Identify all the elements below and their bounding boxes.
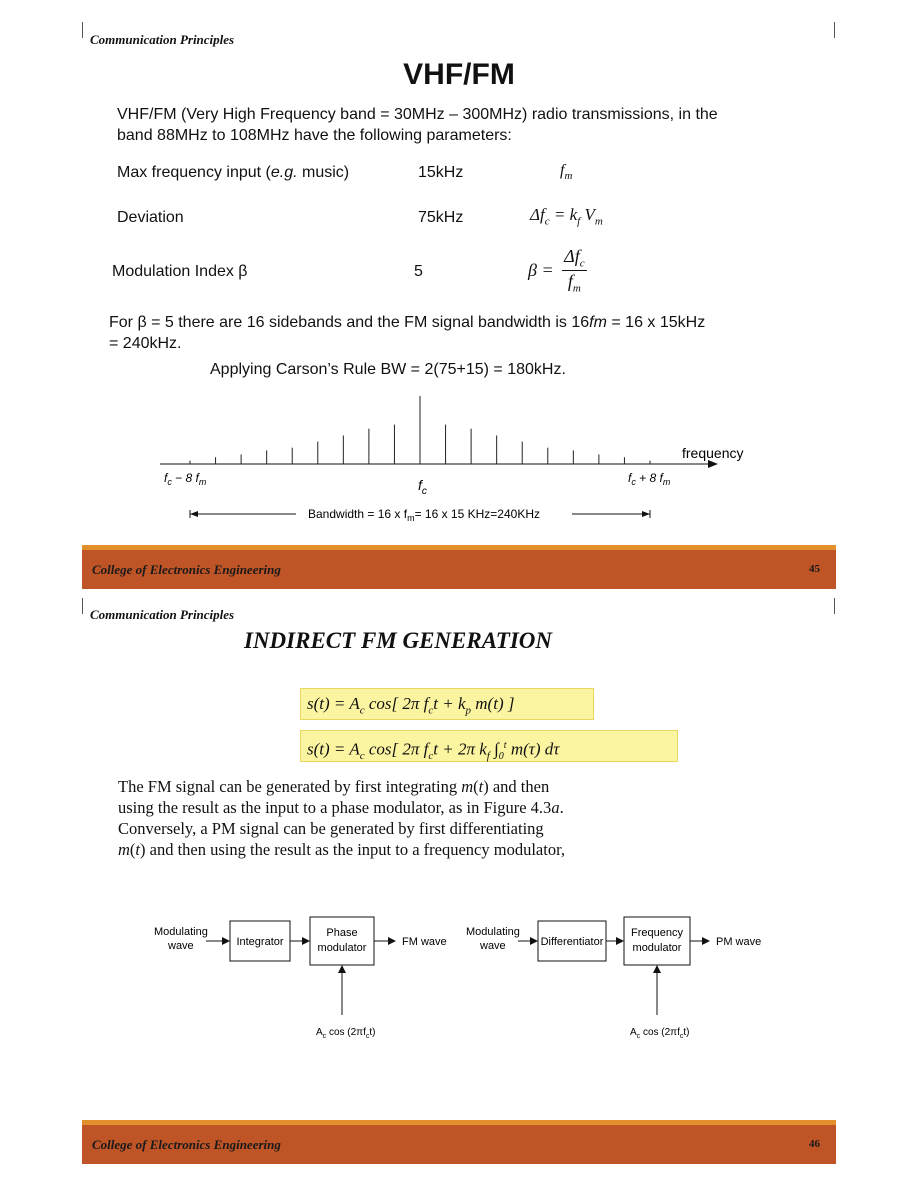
block-label: Phase [326,927,358,939]
sidebands-paragraph [109,312,839,354]
intro-paragraph [117,104,837,146]
block-label: modulator [632,942,682,954]
block-label: Frequency [631,927,683,939]
paragraph-line: Conversely, a PM signal can be generated by first differentiating [118,819,544,838]
input-label: Modulating [466,926,520,938]
page-number: 46 [809,1138,820,1150]
page-footer [82,1120,836,1164]
pm-formula: $s(t) = A_c$ cos[ 2π $f_ct + k_p$ m(t) ] [300,688,594,720]
running-header: Communication Principles [90,607,235,622]
arrowhead [222,937,230,945]
block-label: Differentiator [540,936,604,948]
paragraph-line: using the result as the input to a phase modulator, as in Figure 4.3a. [118,798,564,817]
param-label: Modulation Index β [112,263,248,280]
footer-stripe [82,1120,836,1125]
output-label: PM wave [716,936,762,948]
input-label: wave [480,940,506,952]
paragraph-line: The FM signal can be generated by first integrating m(t) and then [118,777,550,796]
fm-formula: $s(t) = A_c$ cos[ 2π $f_ct + 2\pi$ $k_f$ $\int_0^t$ m(τ) dτ [300,730,678,762]
arrowhead [616,937,624,945]
sidebands-line: = 240kHz. [109,335,182,352]
param-symbol: $f_m$ [560,162,573,183]
arrowhead [653,965,661,973]
footer-stripe [82,545,836,550]
intro-line: VHF/FM (Very High Frequency band = 30MHz – 300MHz) radio transmissions, in the [117,106,718,123]
page-corner-mark [82,598,83,614]
axis-arrowhead [708,460,718,468]
phase-modulator-block [310,917,374,965]
arrowhead [302,937,310,945]
page-number: 45 [809,563,820,575]
arrowhead [530,937,538,945]
frequency-modulator-block [624,917,690,965]
arrowhead [702,937,710,945]
running-header: Communication Principles [90,32,235,47]
carrier-label: $A_c$ $\cos (2\pi f_ct)$ [630,1027,690,1040]
paragraph-line: m(t) and then using the result as the input to a frequency modulator, [118,840,566,859]
carrier-label: $f_c$ [418,477,427,497]
indirect-generation-diagrams [140,895,780,1055]
fm-spectrum-diagram [140,390,760,530]
bandwidth-arrow-left [190,511,198,517]
page-corner-mark [82,22,83,38]
arrowhead [338,965,346,973]
param-value: 5 [414,263,423,280]
bandwidth-label: Bandwidth = 16 x $f_m= 16$ x 15 KHz=240KHz [308,507,540,523]
sidebands-line: For β = 5 there are 16 sidebands and the FM signal bandwidth is 16fm = 16 x 15kHz [109,314,706,331]
page-footer [82,545,836,589]
footer-text: College of Electronics Engineering [92,562,281,577]
input-label: Modulating [154,926,208,938]
bandwidth-arrow-right [642,511,650,517]
spectral-lines [190,396,650,464]
page-title: VHF/FM [403,58,515,91]
right-band-edge-label: $f_c + 8$ $f_m$ [628,471,671,487]
page-corner-mark [834,598,835,614]
deviation-formula: $\Delta f_c = k_f$ $V_m$ [530,205,603,228]
param-label: Deviation [117,209,184,226]
axis-label: frequency [682,445,744,461]
indirect-fm-paragraph [118,776,798,860]
arrowhead [388,937,396,945]
left-band-edge-label: $f_c - 8$ $f_m$ [164,471,207,487]
input-label: wave [168,940,194,952]
carson-rule: Applying Carson’s Rule BW = 2(75+15) = 180kHz. [210,361,566,378]
param-value: 15kHz [418,164,464,181]
param-label: Max frequency input (e.g. music) [117,164,350,181]
carrier-label: $A_c$ $\cos (2\pi f_ct)$ [316,1027,376,1040]
modulation-index-formula: β = $\Delta f_c$ $f_m$ [528,246,585,295]
output-label: FM wave [402,936,447,948]
page-title: INDIRECT FM GENERATION [244,628,553,653]
intro-line: band 88MHz to 108MHz have the following parameters: [117,127,512,144]
block-label: Integrator [236,936,284,948]
footer-text: College of Electronics Engineering [92,1137,281,1152]
page-corner-mark [834,22,835,38]
param-value: 75kHz [418,209,464,226]
block-label: modulator [317,942,367,954]
